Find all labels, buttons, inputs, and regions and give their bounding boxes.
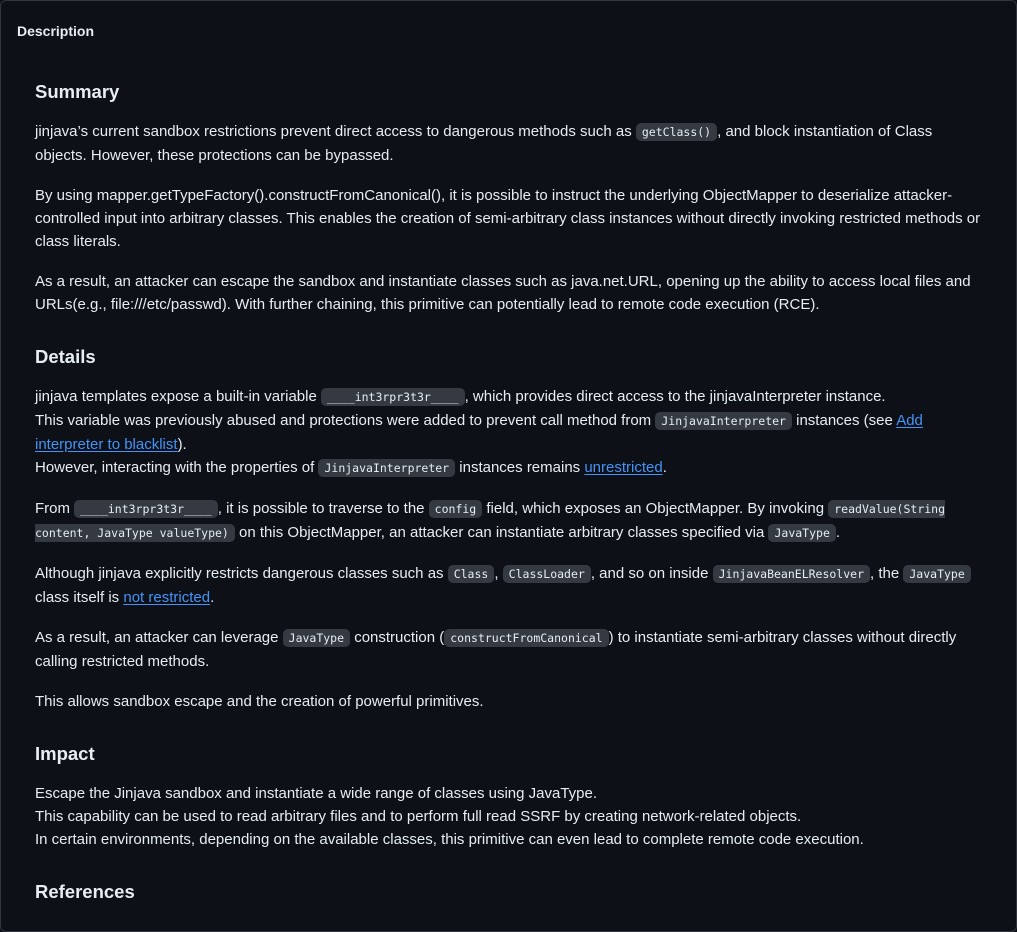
advisory-body [35, 79, 985, 905]
impact-paragraph: Escape the Jinjava sandbox and instantiate a wide range of classes using JavaType. This capability can be used to read arbitrary files and to perform full read SSRF by creating network-related objects. In certain environments, depending on the available classes, this primitive can even lead to complete remote code execution. [35, 785, 864, 848]
inline-code: JinjavaInterpreter [655, 412, 792, 430]
not-restricted-link[interactable]: not restricted [123, 589, 211, 606]
references-heading: References [35, 881, 135, 902]
add-interpreter-blacklist-link[interactable]: Add interpreter to blacklist [35, 412, 923, 453]
details-paragraph-1: jinjava templates expose a built-in variable ____int3rpr3t3r____ , which provides direct access to the jinjavaInterpreter instance. This variable was previously abused and protections were added to prevent call method from JinjavaInterpreter instances (see Add interpreter to blacklist). However, interacting with the properties of JinjavaInterpreter instances remains unrestricted. [35, 388, 923, 476]
details-heading: Details [35, 346, 96, 367]
panel-title: Description [17, 23, 95, 39]
details-paragraph-5: This allows sandbox escape and the creation of powerful primitives. [35, 693, 484, 710]
inline-code: constructFromCanonical [444, 629, 608, 647]
summary-heading: Summary [35, 81, 120, 102]
details-paragraph-2: From ____int3rpr3t3r____ , it is possible to traverse to the config field, which exposes an ObjectMapper. By invoking readValue(String content, JavaType valueType) on this ObjectMapper, an attacker can instantiate arbitrary classes specified via JavaType . [35, 500, 946, 541]
details-paragraph-3: Although jinjava explicitly restricts dangerous classes such as Class , ClassLoader , and so on inside JinjavaBeanELResolver , the JavaType class itself is not restricted. [35, 562, 985, 609]
summary-paragraph-2: By using mapper.getTypeFactory().constructFromCanonical(), it is possible to instruct the underlying ObjectMapper to deserialize attacker-controlled input into arbitrary classes. This enables the creation of semi-arbitrary class instances without directly invoking restricted methods or class literals. [35, 187, 981, 250]
inline-code: config [429, 500, 483, 518]
inline-code: JinjavaBeanELResolver [713, 565, 870, 583]
impact-heading: Impact [35, 743, 95, 764]
inline-code: ____int3rpr3t3r____ [321, 388, 465, 406]
inline-code: JavaType [903, 565, 970, 583]
inline-code: ____int3rpr3t3r____ [74, 500, 218, 518]
summary-paragraph-1: jinjava’s current sandbox restrictions prevent direct access to dangerous methods such as getClass() , and block instantiation of Class objects. However, these protections can be bypassed. [35, 123, 933, 164]
inline-code: JavaType [768, 524, 835, 542]
inline-code: ClassLoader [503, 565, 591, 583]
summary-paragraph-3: As a result, an attacker can escape the sandbox and instantiate classes such as java.net.URL, opening up the ability to access local files and URLs(e.g., file:///etc/passwd). With further chaining, this primitive can potentially lead to remote code execution (RCE). [35, 273, 971, 313]
inline-code: getClass() [636, 123, 717, 141]
inline-code: JavaType [283, 629, 350, 647]
inline-code: Class [448, 565, 495, 583]
inline-code: readValue(String content, JavaType valueType) [35, 502, 946, 540]
unrestricted-link[interactable]: unrestricted [584, 459, 663, 476]
details-paragraph-4: As a result, an attacker can leverage JavaType construction ( constructFromCanonical ) to instantiate semi-arbitrary classes without directly calling restricted methods. [35, 629, 957, 670]
inline-code: JinjavaInterpreter [318, 459, 455, 477]
